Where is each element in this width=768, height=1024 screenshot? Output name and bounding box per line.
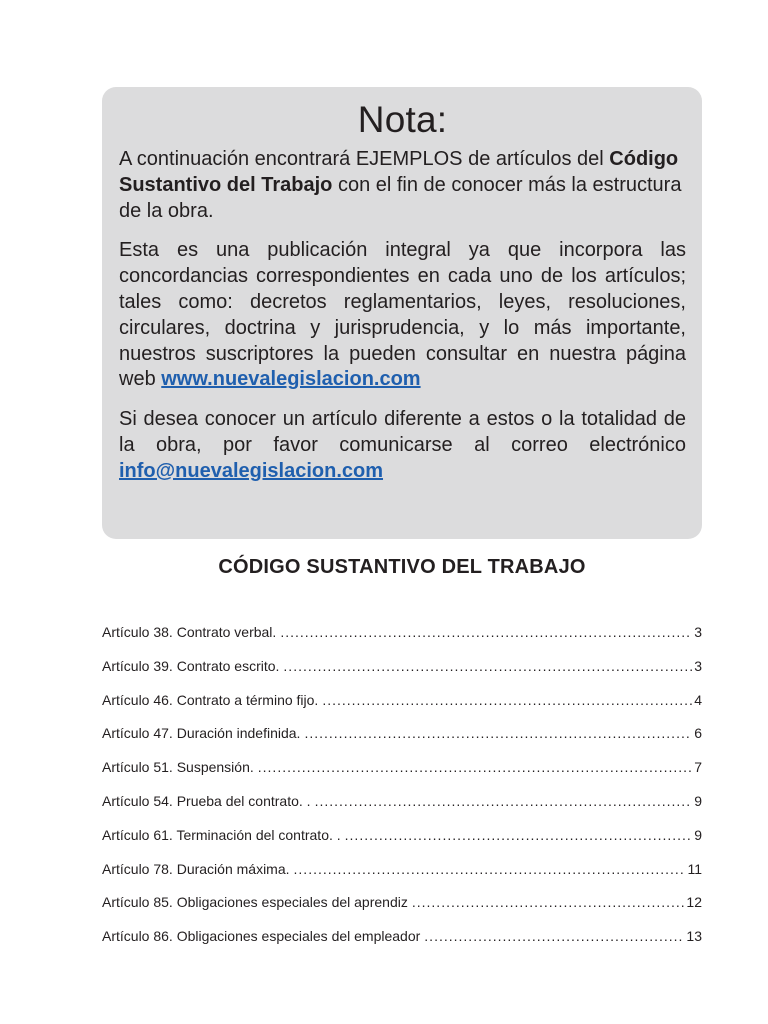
toc-item-title: Artículo 38. Contrato verbal. bbox=[102, 624, 277, 640]
toc-item-title: Artículo 86. Obligaciones especiales del empleador bbox=[102, 928, 421, 945]
toc-leader-dots bbox=[412, 891, 685, 913]
toc-item-page: 6 bbox=[694, 725, 702, 742]
toc-item-title: Artículo 85. Obligaciones especiales del aprendiz bbox=[102, 894, 408, 911]
toc-leader-dots bbox=[315, 790, 693, 812]
toc-item-page: 9 bbox=[694, 792, 702, 809]
toc-item[interactable] bbox=[102, 689, 702, 723]
toc-item[interactable] bbox=[102, 925, 702, 959]
toc-item-title: Artículo 78. Duración máxima. bbox=[102, 860, 290, 877]
email-link[interactable]: info@nuevalegislacion.com bbox=[119, 459, 384, 482]
toc-item-title: Artículo 46. Contrato a término fijo. bbox=[102, 691, 319, 708]
intro-text-start: A continuación encontrará EJEMPLOS de artículos del bbox=[119, 148, 610, 170]
toc-leader-dots bbox=[258, 756, 692, 778]
toc-item-page: 7 bbox=[694, 759, 702, 776]
website-link[interactable]: www.nuevalegislacion.com bbox=[161, 368, 421, 391]
intro-text-end: con el fin de conocer más la estructura de la obra. bbox=[119, 173, 682, 222]
toc-item[interactable] bbox=[102, 858, 702, 892]
toc-item-page: 9 bbox=[694, 826, 702, 843]
note-paragraph-intro bbox=[119, 147, 686, 224]
toc-item-title: Artículo 61. Terminación del contrato. . bbox=[102, 826, 341, 843]
toc-leader-dots bbox=[322, 689, 692, 711]
toc-item[interactable] bbox=[102, 722, 702, 756]
toc-item-page: 11 bbox=[687, 860, 702, 877]
toc-item-title: Artículo 51. Suspensión. bbox=[102, 759, 254, 776]
toc-item[interactable] bbox=[102, 891, 702, 925]
note-title: Nota: bbox=[357, 99, 448, 140]
toc-leader-dots bbox=[345, 824, 693, 846]
toc-leader-dots bbox=[304, 722, 692, 744]
toc-item[interactable] bbox=[102, 655, 702, 689]
toc-item[interactable] bbox=[102, 824, 702, 858]
toc-item-page: 4 bbox=[694, 691, 702, 708]
table-of-contents bbox=[102, 621, 702, 959]
toc-item-title: Artículo 39. Contrato escrito. bbox=[102, 657, 280, 674]
toc-item[interactable] bbox=[102, 790, 702, 824]
contact-text: Si desea conocer un artículo diferente a estos o la totalidad de la obra, por favor comunicarse al correo electrónico bbox=[119, 408, 686, 456]
note-box bbox=[102, 87, 702, 539]
code-name-bold: Código Sustantivo del Trabajo bbox=[119, 148, 679, 196]
toc-item-page: 13 bbox=[686, 928, 702, 945]
section-title: CÓDIGO SUSTANTIVO DEL TRABAJO bbox=[218, 556, 586, 578]
toc-item-page: 3 bbox=[694, 657, 702, 674]
toc-item[interactable] bbox=[102, 621, 702, 655]
toc-leader-dots bbox=[280, 621, 692, 643]
note-paragraph-publication bbox=[119, 238, 686, 393]
toc-item-page: 3 bbox=[694, 624, 702, 640]
toc-leader-dots bbox=[424, 925, 684, 947]
toc-item-page: 12 bbox=[686, 894, 702, 911]
toc-item-title: Artículo 54. Prueba del contrato. . bbox=[102, 792, 311, 809]
toc-leader-dots bbox=[283, 655, 692, 677]
publication-text: Esta es una publicación integral ya que incorpora las concordancias correspondientes en cada uno de los artículos; tales como: decretos reglamentarios, leyes, resoluciones, circulares, doctrina y jurisprudencia, y lo más importante, nuestros suscriptores la pueden consultar en nuestra página web bbox=[119, 239, 686, 391]
toc-item-title: Artículo 47. Duración indefinida. bbox=[102, 725, 301, 742]
note-paragraph-contact bbox=[119, 407, 686, 484]
toc-item[interactable] bbox=[102, 756, 702, 790]
toc-leader-dots bbox=[294, 858, 686, 880]
